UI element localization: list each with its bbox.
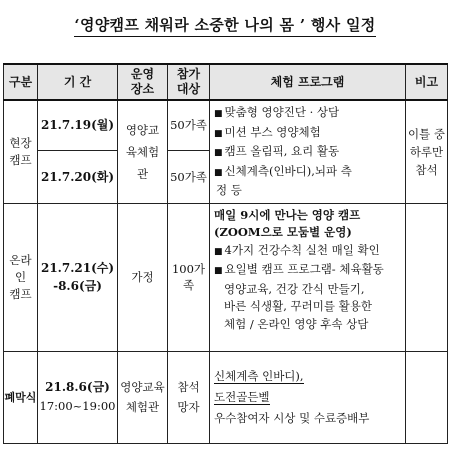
category-online-line2: 인: [14, 269, 27, 284]
onsite-program-item-5: [214, 182, 401, 200]
onsite-note-line2: 하루만: [409, 144, 444, 159]
online-program: [210, 203, 406, 351]
bullet-icon: ■: [214, 167, 223, 178]
document-title: [0, 14, 450, 37]
closing-participants: [168, 351, 210, 443]
onsite-program-item-2: [214, 124, 401, 144]
onsite-program-text-3: 캠프 올림픽, 요리 활동: [224, 144, 340, 158]
closing-location: [118, 351, 168, 443]
bullet-icon: ■: [214, 109, 223, 119]
header-period: 기 간: [38, 64, 118, 100]
closing-program-line3: 우수참여자 시상 및 수료증배부: [214, 410, 370, 425]
online-program-item-2-line2: 영양교육, 건강 간식 만들기,: [224, 281, 365, 296]
header-note: 비고: [406, 64, 448, 100]
table-header-row: [4, 64, 448, 100]
closing-program-line2-text: 도전골든벨: [214, 389, 270, 404]
onsite-location-line2: 육체험: [125, 144, 160, 159]
category-online-line1: 온라: [9, 252, 32, 267]
schedule-table: [3, 63, 448, 444]
onsite-date-1: 21.7.19(월): [38, 100, 118, 150]
onsite-program-item-3: [214, 143, 401, 163]
header-location: [118, 64, 168, 100]
header-location-text: 운영장소: [130, 67, 155, 96]
onsite-program-text-2: 미션 부스 영양체험: [224, 124, 321, 139]
row-category-online: [4, 203, 38, 351]
title-text: ‘영양캠프 채워라 소중한 나의 몸 ’ 행사 일정: [74, 14, 375, 37]
online-date-line2: -8.6(금): [53, 279, 102, 293]
onsite-note-line1: 이틀 중: [408, 126, 445, 141]
header-participants-text: 참가대상: [176, 67, 201, 96]
closing-date: [38, 351, 118, 443]
online-program-head-1: 매일 9시에 만나는 영양 캠프: [214, 207, 361, 222]
bullet-icon: ■: [214, 128, 223, 139]
category-onsite-line2: 캠프: [9, 152, 32, 167]
header-participants: [168, 64, 210, 100]
online-date: [38, 203, 118, 351]
closing-program-line2: [214, 387, 401, 408]
online-note: [406, 203, 448, 351]
online-program-item-1: [214, 242, 401, 262]
closing-date-line2: 17:00~19:00: [39, 399, 116, 413]
onsite-location-line1: 영양교: [125, 122, 160, 137]
onsite-program-text-5: 정 등: [216, 183, 242, 197]
closing-note: [406, 351, 448, 443]
row-category-closing: 폐막식: [4, 351, 38, 443]
online-date-line1: 21.7.21(수): [40, 261, 115, 275]
online-program-item-2-line1: 요일별 캠프 프로그램- 체육활동: [224, 262, 384, 276]
table-row-online: [4, 203, 448, 351]
closing-location-line2: 체험관: [125, 400, 160, 414]
onsite-location-line3: 관: [136, 166, 149, 181]
table-row-closing: [4, 351, 448, 443]
online-participants: 100가족: [168, 203, 210, 351]
header-category: 구분: [4, 64, 38, 100]
row-category-onsite: [4, 100, 38, 203]
category-online-line3: 캠프: [9, 286, 32, 301]
table-row-onsite-1: [4, 100, 448, 150]
onsite-program: [210, 100, 406, 203]
header-program: 체험 프로그램: [210, 64, 406, 100]
category-onsite-line1: 현장: [9, 135, 32, 150]
onsite-date-2: 21.7.20(화): [38, 150, 118, 203]
bullet-icon: ■: [214, 148, 223, 158]
onsite-program-text-4: 신체계측(인바디),뇌파 측: [224, 163, 352, 178]
online-location: 가정: [118, 203, 168, 351]
onsite-program-item-1: [214, 104, 401, 124]
onsite-note: [406, 100, 448, 203]
online-program-item-2: [214, 261, 401, 281]
onsite-participants-1: 50가족: [168, 100, 210, 150]
onsite-program-text-1: 맞춤형 영양진단 · 상담: [224, 105, 340, 119]
bullet-icon: ■: [214, 246, 223, 257]
closing-date-line1: 21.8.6(금): [45, 380, 110, 394]
bullet-icon: ■: [214, 266, 223, 276]
online-program-item-2-line4: 체험 / 온라인 영양 후속 상담: [224, 316, 369, 331]
closing-participants-line1: 참석: [177, 380, 200, 394]
online-program-item-1-text: 4가지 건강수칙 실천 매일 확인: [224, 242, 380, 257]
closing-program-line1-text: 신체계측 인바디),: [214, 368, 304, 383]
onsite-note-line3: 참석: [415, 162, 438, 177]
onsite-participants-2: 50가족: [168, 150, 210, 203]
online-program-item-2-line3: 바른 식생활, 꾸러미를 활용한: [224, 299, 372, 313]
closing-participants-line2: 망자: [177, 400, 200, 414]
onsite-location: [118, 100, 168, 203]
online-program-head-2: (ZOOM으로 모둠별 운영): [214, 225, 352, 239]
closing-program: [210, 351, 406, 443]
onsite-program-item-4: [214, 163, 401, 183]
closing-program-line1: [214, 366, 401, 387]
closing-location-line1: 영양교육: [120, 380, 165, 394]
